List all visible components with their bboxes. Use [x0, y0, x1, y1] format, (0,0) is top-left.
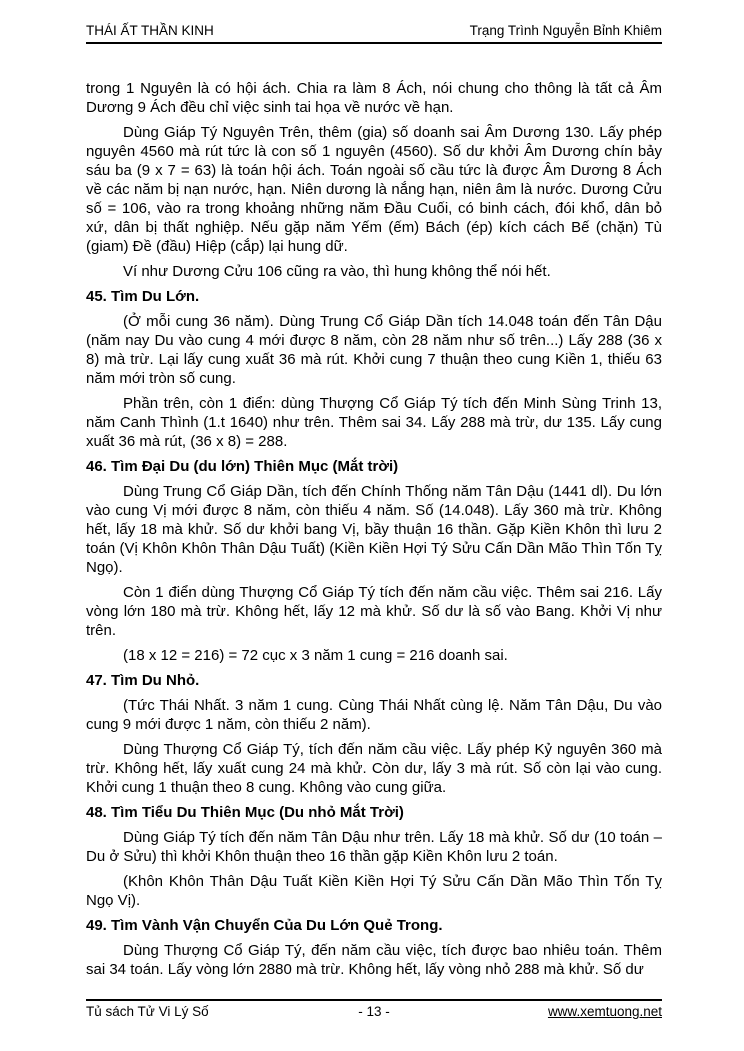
footer-website-link[interactable]: www.xemtuong.net — [547, 1004, 662, 1019]
paragraph: Dùng Thượng Cổ Giáp Tý, tích đến năm cầu việc. Lấy phép Kỷ nguyên 360 mà trừ. Không hết, lấy xuất cung 24 mà khử. Còn dư, lấy 3 mà rút. Số còn lại vào cung. Khởi cung 1 thuận theo 8 cung. Không vào cung giữa. — [86, 741, 662, 796]
footer-series-title: Tủ sách Tử Vi Lý Số — [86, 1004, 209, 1019]
header-divider — [86, 42, 662, 44]
paragraph: Dùng Giáp Tý tích đến năm Tân Dậu như trên. Lấy 18 mà khử. Số dư (10 toán – Du ở Sửu) thì khởi Khôn thuận theo 16 thần gặp Kiền Khôn lưu 2 toán. — [86, 829, 662, 865]
paragraph: Còn 1 điển dùng Thượng Cổ Giáp Tý tích đến năm cầu việc. Thêm sai 216. Lấy vòng lớn 180 mà trừ. Không hết, lấy 12 mà khử. Số dư là số vào Bang. Khởi Vị như trên. — [86, 584, 662, 639]
section-heading: 47. Tìm Du Nhỏ. — [86, 672, 200, 689]
footer-divider — [86, 999, 662, 1001]
page-footer — [86, 1004, 662, 1022]
section-heading: 49. Tìm Vành Vận Chuyển Của Du Lớn Quẻ Trong. — [86, 917, 443, 934]
paragraph: (Ở mỗi cung 36 năm). Dùng Trung Cổ Giáp Dần tích 14.048 toán đến Tân Dậu (năm nay Du vào cung 4 mới được 8 năm, còn 28 năm như số trên...) Lấy 288 (36 x 8) mà trừ. Lại lấy cung xuất 36 mà rút. Khởi cung 7 thuận theo cung Kiền 1, thiếu 63 năm mới tròn số cung. — [86, 313, 662, 387]
paragraph: Dùng Giáp Tý Nguyên Trên, thêm (gia) số doanh sai Âm Dương 130. Lấy phép nguyên 4560 mà rút tức là con số 1 nguyên (4560). Số dư khởi Âm Dương chín bảy sáu ba (9 x 7 = 63) là toán hội ách. Toán ngoài số cầu tức là được Âm Dương 8 Ách về các năm bị nạn nước, hạn. Niên dương là nắng hạn, niên âm là nước. Dương Cửu số = 106, vào ra trong khoảng những năm Đầu Cuối, có binh cách, đói khổ, dân bỏ xứ, dân bị thất nghiệp. Nếu gặp năm Yếm (ếm) Bách (ép) kích cách Bế (chặn) Tù (giam) Đề (đầu) Hiệp (cắp) lại hung dữ. — [86, 124, 662, 255]
paragraph: trong 1 Nguyên là có hội ách. Chia ra làm 8 Ách, nói chung cho thông là tất cả Âm Dương 9 Ách đều chỉ việc sinh tai họa về nước về hạn. — [86, 80, 662, 116]
paragraph: (Tức Thái Nhất. 3 năm 1 cung. Cùng Thái Nhất cùng lệ. Năm Tân Dậu, Du vào cung 9 mới được 1 năm, còn thiếu 2 năm). — [86, 697, 662, 733]
paragraph: Phần trên, còn 1 điển: dùng Thượng Cổ Giáp Tý tích đến Minh Sùng Trinh 13, năm Canh Thình (1.t 1640) như trên. Thêm sai 34. Lấy 288 mà trừ, dư 135. Lấy cung xuất 36 mà rút, (36 x 8) = 288. — [86, 395, 662, 450]
document-content — [86, 79, 662, 985]
footer-page-number: - 13 - — [358, 1004, 390, 1019]
header-book-title: THÁI ẤT THẦN KINH — [86, 23, 214, 38]
section-heading: 46. Tìm Đại Du (du lớn) Thiên Mục (Mắt trời) — [86, 458, 399, 475]
paragraph: (Khôn Khôn Thân Dậu Tuất Kiền Kiền Hợi Tý Sửu Cấn Dần Mão Thìn Tốn Tỵ Ngọ Vị). — [86, 873, 662, 909]
paragraph: Dùng Thượng Cổ Giáp Tý, đến năm cầu việc, tích được bao nhiêu toán. Thêm sai 34 toán. Lấy vòng lớn 2880 mà trừ. Không hết, lấy vòng nhỏ 288 mà khử. Số dư — [86, 942, 662, 978]
paragraph: Dùng Trung Cổ Giáp Dần, tích đến Chính Thống năm Tân Dậu (1441 dl). Du lớn vào cung Vị mới được 8 năm, còn thiếu 4 năm. Số (14.048). Lấy 360 mà trừ. Không hết, lấy 18 mà khử. Số dư khởi bang Vị, bầy thuận 16 thần. Gặp Kiền Khôn thì lưu 2 toán (Vị Khôn Khôn Thân Dậu Tuất) (Kiền Kiền Hợi Tý Sửu Cấn Dần Mão Thìn Tốn Tỵ Ngọ). — [86, 483, 662, 576]
section-heading: 45. Tìm Du Lớn. — [86, 288, 200, 305]
paragraph: Ví như Dương Cửu 106 cũng ra vào, thì hung không thể nói hết. — [123, 263, 551, 280]
section-heading: 48. Tìm Tiểu Du Thiên Mục (Du nhỏ Mắt Trời) — [86, 804, 404, 821]
header-author: Trạng Trình Nguyễn Bỉnh Khiêm — [469, 23, 662, 38]
paragraph: (18 x 12 = 216) = 72 cục x 3 năm 1 cung = 216 doanh sai. — [123, 647, 508, 664]
page-header — [86, 23, 662, 38]
